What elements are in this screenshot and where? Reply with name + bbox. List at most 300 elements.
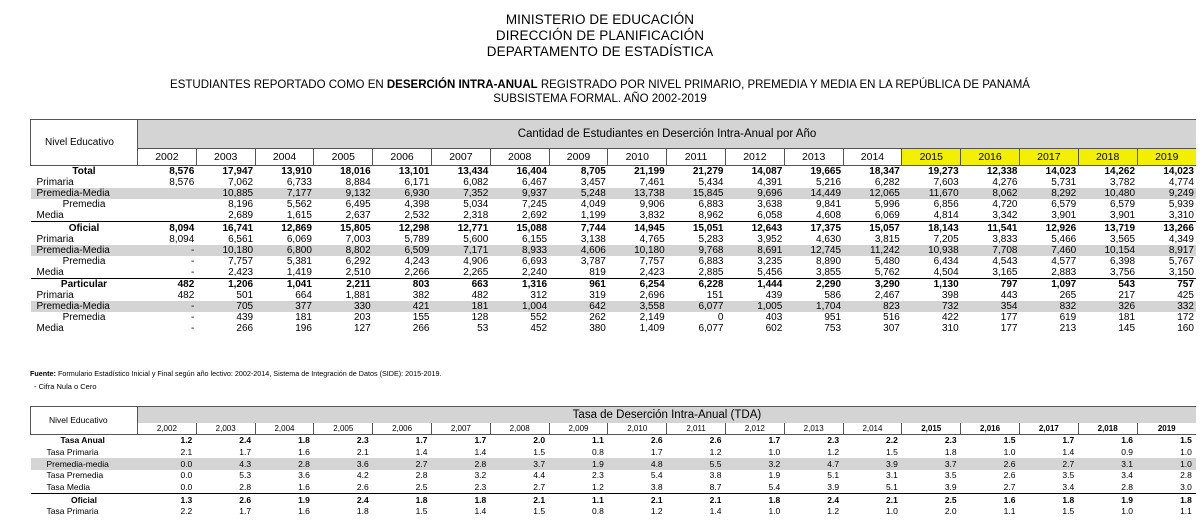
- table2-cell: 3.4: [1121, 470, 1134, 481]
- table1-cell: 6,579: [1110, 199, 1136, 211]
- table1-cell: 177: [1000, 323, 1018, 335]
- table1-cell: 13,719: [1078, 222, 1137, 234]
- table2-cell: 1.4: [709, 506, 722, 517]
- table1-cell: 3,952: [757, 233, 783, 245]
- table1-cell: 2,883: [1051, 266, 1077, 278]
- table1-cell: 13,434: [457, 166, 489, 178]
- table1-cell: 2,532: [404, 210, 430, 222]
- table1-row-label: Primaria: [36, 177, 74, 189]
- table1-cell: 15,845: [667, 188, 726, 199]
- table1-cell: 12,338: [986, 166, 1018, 178]
- table2-cell: 1.4: [1062, 447, 1075, 458]
- table2-year-1: 2,003: [196, 423, 255, 435]
- table2-cell: 2.7: [1003, 482, 1016, 493]
- table1-cell: 203: [354, 312, 371, 324]
- table1-cell: 8,576: [169, 177, 195, 189]
- table2-year-5: 2,007: [431, 423, 490, 435]
- table1-cell: 326: [1078, 301, 1137, 312]
- table2-cell: 1.9: [1078, 494, 1137, 506]
- table1-cell: 6,856: [933, 199, 959, 211]
- table1-year-2006: 2006: [373, 149, 432, 166]
- table2-cell: 2.1: [490, 494, 549, 506]
- table1-cell: 8,890: [816, 255, 842, 267]
- table1-cell: 5,600: [463, 233, 489, 245]
- table1-row-label: Oficial: [31, 222, 138, 234]
- table1-cell: 6,579: [1051, 199, 1077, 211]
- table1-row: [31, 267, 1196, 279]
- table1-cell: [138, 210, 197, 222]
- table2-cell: 1.1: [1180, 506, 1192, 517]
- table1-cell: 310: [941, 323, 959, 335]
- table1-cell: 482: [471, 290, 489, 302]
- table1-cell: 832: [1019, 301, 1078, 312]
- report-title-post: REGISTRADO POR NIVEL PRIMARIO, PREMEDIA Y MEDIA EN LA REPÚBLICA DE PANAMÁ: [537, 79, 1030, 91]
- table2-cell: 2.6: [1003, 470, 1016, 481]
- table1-cell: 12,771: [431, 222, 490, 234]
- table2-header-row: [31, 407, 1196, 424]
- table2-year-15: 2,017: [1019, 423, 1078, 435]
- table1-cell: 4,391: [757, 177, 783, 189]
- table2-row: [31, 435, 1196, 447]
- table1-cell: 213: [1059, 323, 1077, 335]
- table1-cell: 642: [549, 301, 608, 312]
- table1-cell: 5,434: [698, 177, 724, 189]
- table2-row: [31, 470, 1196, 482]
- table2-year-10: 2,012: [725, 423, 784, 435]
- table1-cell: 18,143: [902, 222, 961, 234]
- table1-cell: 6,228: [667, 278, 726, 290]
- table2-cell: 2.8: [239, 482, 252, 493]
- table2-cell: 1.8: [725, 494, 784, 506]
- table2-year-4: 2,006: [373, 423, 432, 435]
- table1-cell: 7,744: [549, 222, 608, 234]
- table1-cell: -: [138, 245, 197, 256]
- table1-cell: 6,282: [874, 177, 900, 189]
- table1-cell: 5,562: [286, 199, 312, 211]
- department-title: DEPARTAMENTO DE ESTADÍSTICA: [486, 44, 714, 59]
- table1-cell: 2,149: [639, 312, 665, 324]
- table2-cell: 3.2: [474, 470, 487, 481]
- table1-cell: 6,058: [757, 210, 783, 222]
- table1-cell: 9,841: [816, 199, 842, 211]
- table1-row: [31, 256, 1196, 267]
- table2-cell: 1.6: [1121, 435, 1134, 446]
- table2-cell: 3.8: [650, 482, 663, 493]
- table1-cell: 8,917: [1137, 245, 1196, 256]
- table2-cell: 1.2: [827, 506, 840, 517]
- table2-cell: 3.6: [314, 458, 373, 470]
- table1-cell: 4,577: [1051, 255, 1077, 267]
- table1-group-header: Cantidad de Estudiantes en Deserción Intra-Anual por Año: [138, 120, 1196, 149]
- table2-cell: 1.7: [474, 435, 487, 446]
- table1-cell: 7,757: [639, 255, 665, 267]
- table1-nivel-header: Nivel Educativo: [31, 120, 138, 166]
- table2-cell: 2.5: [415, 482, 428, 493]
- table1-cell: [138, 199, 197, 210]
- table1-row-label: Primaria: [36, 233, 74, 245]
- table1-cell: 128: [471, 312, 489, 324]
- table2-cell: 3.9: [944, 482, 957, 493]
- table1-cell: 1,004: [490, 301, 549, 312]
- table2-cell: 1.7: [768, 435, 781, 446]
- table2-cell: 1.9: [549, 458, 608, 470]
- dropout-rate-table: [30, 406, 1196, 518]
- table2-cell: 2.4: [784, 494, 843, 506]
- table2-cell: 1.2: [180, 435, 193, 446]
- table1-cell: 619: [1059, 312, 1077, 324]
- table1-cell: 11,242: [843, 245, 902, 256]
- null-value-note: - Cifra Nula o Cero: [34, 382, 97, 391]
- table2-cell: 3.9: [843, 458, 902, 470]
- table1-year-2005: 2005: [314, 149, 373, 166]
- table1-cell: 1,206: [196, 278, 255, 290]
- table1-cell: 398: [941, 290, 959, 302]
- ministry-title: MINISTERIO DE EDUCACIÓN: [505, 12, 695, 27]
- table1-header-row: [31, 120, 1196, 149]
- table1-cell: 2,885: [698, 266, 724, 278]
- table2-cell: 2.2: [886, 435, 898, 446]
- table1-cell: 181: [1118, 312, 1136, 324]
- table2-row-label: Premedia-media: [31, 458, 138, 470]
- table1-cell: 2,467: [874, 290, 900, 302]
- table1-cell: 21,279: [692, 166, 724, 178]
- table2-cell: 1.0: [1137, 458, 1196, 470]
- table2-cell: 2.1: [843, 494, 902, 506]
- table1-cell: 14,449: [784, 188, 843, 199]
- table2-row-label: Tasa Anual: [60, 435, 105, 446]
- table2-cell: 1.6: [298, 482, 310, 493]
- table1-cell: 4,906: [463, 255, 489, 267]
- table2-cell: 3.1: [1078, 458, 1137, 470]
- table1-cell: 3,855: [816, 266, 842, 278]
- table1-cell: 7,003: [345, 233, 371, 245]
- table1-cell: 12,926: [1019, 222, 1078, 234]
- table2-row: [31, 447, 1196, 459]
- table2-cell: 1.8: [1019, 494, 1078, 506]
- table1-cell: 6,800: [255, 245, 314, 256]
- table1-cell: 14,023: [1045, 166, 1077, 178]
- table1-cell: 172: [1177, 312, 1194, 324]
- table1-cell: 4,608: [816, 210, 842, 222]
- table2-cell: 2.5: [902, 494, 961, 506]
- table2-row-label: Oficial: [31, 494, 138, 506]
- table2-year-12: 2,014: [843, 423, 902, 435]
- table2-row-label: Tasa Primaria: [46, 506, 99, 517]
- table1-cell: 13,910: [281, 166, 312, 178]
- table2-cell: 4.8: [608, 458, 667, 470]
- table1-row-label: Particular: [31, 278, 138, 290]
- table1-cell: 602: [765, 323, 783, 335]
- table1-cell: 8,094: [138, 222, 197, 234]
- table1-cell: 7,177: [255, 188, 314, 199]
- table1-cell: 8,094: [169, 233, 195, 245]
- table1-cell: 266: [236, 323, 254, 335]
- table2-cell: 0.0: [180, 470, 193, 481]
- table1-cell: 5,248: [549, 188, 608, 199]
- table1-cell: 53: [477, 323, 489, 335]
- table1-year-2013: 2013: [784, 149, 843, 166]
- table1-cell: 6,733: [286, 177, 312, 189]
- table1-cell: 3,290: [843, 278, 902, 290]
- table1-cell: 7,708: [961, 245, 1020, 256]
- table1-cell: 262: [589, 312, 606, 324]
- table1-row: [31, 290, 1196, 301]
- table1-cell: 332: [1137, 301, 1196, 312]
- table1-cell: 9,768: [667, 245, 726, 256]
- table2-cell: 0.0: [180, 482, 193, 493]
- table1-cell: 330: [314, 301, 373, 312]
- table2-cell: 4.4: [533, 470, 546, 481]
- table1-year-row: [31, 149, 1196, 166]
- table1-cell: 2,689: [228, 210, 254, 222]
- table1-cell: 516: [883, 312, 900, 324]
- table1-cell: 1,041: [255, 278, 314, 290]
- table1-year-2019: 2019: [1137, 149, 1196, 166]
- table1-cell: 7,062: [228, 177, 254, 189]
- table1-cell: 5,034: [463, 199, 489, 211]
- table1-cell: 1,316: [490, 278, 549, 290]
- table1-cell: 422: [941, 312, 959, 324]
- table2-cell: 3.2: [725, 458, 784, 470]
- table1-cell: 15,088: [490, 222, 549, 234]
- table1-cell: 2,692: [522, 210, 548, 222]
- table1-cell: 14,945: [608, 222, 667, 234]
- report-subtitle: SUBSISTEMA FORMAL. AÑO 2002-2019: [493, 93, 707, 105]
- table1-cell: 15,805: [314, 222, 373, 234]
- table1-cell: 151: [706, 290, 724, 302]
- source-note-text: Formulario Estadístico Inicial y Final según año lectivo: 2002-2014, Sistema de Integración de Datos (SIDE): 2015-2019.: [55, 369, 442, 378]
- table2-cell: 1.8: [1137, 494, 1196, 506]
- table2-cell: 1.1: [592, 435, 604, 446]
- table1-cell: 8,705: [580, 166, 606, 178]
- table1-cell: 12,869: [255, 222, 314, 234]
- table1-cell: 6,467: [522, 177, 548, 189]
- table2-cell: 1.7: [239, 506, 252, 517]
- table2-cell: 2.7: [1019, 458, 1078, 470]
- table1-cell: 21,199: [634, 166, 665, 178]
- table1-row-label: Premedia: [62, 312, 106, 324]
- table2-cell: 0.8: [592, 506, 604, 517]
- table1-cell: 803: [373, 278, 432, 290]
- table1-cell: 8,933: [490, 245, 549, 256]
- table1-cell: 3,165: [992, 266, 1018, 278]
- table2-cell: 1.8: [373, 494, 432, 506]
- table1-cell: 319: [589, 290, 606, 302]
- table1-year-2016: 2016: [961, 149, 1020, 166]
- table1-row: [31, 177, 1196, 188]
- table1-cell: 3,832: [639, 210, 665, 222]
- table1-cell: 482: [138, 278, 197, 290]
- table1-cell: 1,419: [286, 266, 312, 278]
- table1-cell: 13,738: [608, 188, 667, 199]
- table2-cell: 1.5: [533, 506, 546, 517]
- table1-row-label: Primaria: [36, 290, 74, 302]
- table1-cell: 10,180: [608, 245, 667, 256]
- table2-cell: 5.1: [827, 470, 840, 481]
- table1-cell: 403: [765, 312, 783, 324]
- table1-cell: 6,171: [404, 177, 430, 189]
- table1-cell: 6,883: [698, 255, 724, 267]
- table2-cell: 2.8: [431, 458, 490, 470]
- table2-cell: 1.7: [1062, 435, 1075, 446]
- table2-year-16: 2,018: [1078, 423, 1137, 435]
- table1-cell: 3,782: [1110, 177, 1136, 189]
- table2-cell: 1.4: [415, 447, 428, 458]
- table1-cell: 382: [412, 290, 430, 302]
- table2-cell: 1.2: [650, 506, 663, 517]
- table1-cell: 196: [295, 323, 312, 335]
- table1-cell: 4,276: [992, 177, 1018, 189]
- table1-cell: 421: [373, 301, 432, 312]
- table2-cell: 1.7: [650, 447, 663, 458]
- table1-cell: 217: [1118, 290, 1136, 302]
- table2-row-label: Tasa Premedia: [46, 470, 104, 481]
- table2-cell: 1.0: [768, 447, 781, 458]
- table2-cell: 0.0: [138, 458, 197, 470]
- table2-row: [31, 482, 1196, 494]
- table2-cell: 3.5: [944, 470, 957, 481]
- table1-cell: 6,398: [1110, 255, 1136, 267]
- table1-cell: 6,509: [373, 245, 432, 256]
- table1-cell: 753: [824, 323, 842, 335]
- table1-cell: 7,603: [933, 177, 959, 189]
- table2-cell: 3.7: [902, 458, 961, 470]
- table1-cell: 3,150: [1168, 266, 1194, 278]
- table1-cell: 14,023: [1163, 166, 1194, 178]
- table2-row-label: Tasa Media: [46, 482, 90, 493]
- table1-cell: 823: [843, 301, 902, 312]
- table1-cell: 732: [902, 301, 961, 312]
- table1-row: [31, 234, 1196, 245]
- table1-year-2014: 2014: [843, 149, 902, 166]
- table1-cell: 961: [549, 278, 608, 290]
- table2-cell: 1.7: [239, 447, 252, 458]
- table2-cell: 1.4: [474, 447, 487, 458]
- table1-row-label: Premedia-Media: [31, 301, 138, 312]
- table1-cell: 265: [1059, 290, 1077, 302]
- table1-cell: 3,815: [874, 233, 900, 245]
- table2-cell: 2.6: [196, 494, 255, 506]
- table2-cell: 1.3: [138, 494, 197, 506]
- table1-year-2012: 2012: [725, 149, 784, 166]
- table1-cell: 439: [236, 312, 254, 324]
- table2-cell: 5.1: [886, 482, 898, 493]
- table1-year-2002: 2002: [138, 149, 197, 166]
- table2-cell: 1.0: [1121, 506, 1134, 517]
- table1-cell: 1,704: [784, 301, 843, 312]
- table1-row: [31, 166, 1196, 178]
- table1-cell: 705: [196, 301, 255, 312]
- table1-cell: 501: [236, 290, 254, 302]
- table2-cell: 1.0: [1180, 447, 1192, 458]
- table2-cell: 1.5: [415, 506, 428, 517]
- table1-cell: 1,130: [902, 278, 961, 290]
- table1-cell: 4,243: [404, 255, 430, 267]
- table2-cell: 1.2: [592, 482, 604, 493]
- table2-cell: 1.5: [1180, 435, 1192, 446]
- table1-cell: 664: [295, 290, 312, 302]
- table1-cell: 4,349: [1168, 233, 1194, 245]
- table2-cell: 1.1: [1003, 506, 1016, 517]
- table1-cell: 7,461: [639, 177, 665, 189]
- table2-cell: 2.8: [255, 458, 314, 470]
- table1-cell: -: [190, 266, 195, 278]
- table1-cell: 5,283: [698, 233, 724, 245]
- table1-cell: 951: [824, 312, 842, 324]
- table1-cell: 1,005: [725, 301, 784, 312]
- table1-cell: -: [190, 323, 195, 335]
- table2-cell: 3.1: [886, 470, 898, 481]
- table1-cell: 5,381: [286, 255, 312, 267]
- table1-cell: 6,292: [345, 255, 371, 267]
- table1-cell: 4,774: [1168, 177, 1194, 189]
- table2-year-2: 2,004: [255, 423, 314, 435]
- table1-cell: 181: [295, 312, 312, 324]
- table1-cell: 9,937: [490, 188, 549, 199]
- table1-cell: 7,171: [431, 245, 490, 256]
- table1-row-label: Media: [36, 266, 64, 278]
- table1-cell: 127: [354, 323, 371, 335]
- table2-year-8: 2,010: [608, 423, 667, 435]
- table1-cell: 12,065: [843, 188, 902, 199]
- table1-cell: 6,069: [286, 233, 312, 245]
- table2-cell: 1.5: [1003, 435, 1016, 446]
- table2-cell: 5.3: [239, 470, 252, 481]
- directorate-title: DIRECCIÓN DE PLANIFICACIÓN: [495, 28, 705, 43]
- table1-cell: 6,561: [228, 233, 254, 245]
- table2-year-11: 2,013: [784, 423, 843, 435]
- table2-cell: 1.8: [431, 494, 490, 506]
- table1-row: [31, 323, 1196, 334]
- table1-cell: 380: [589, 323, 606, 335]
- table1-row-label: Premedia-Media: [31, 188, 138, 199]
- table1-cell: 7,352: [431, 188, 490, 199]
- table1-cell: 14,087: [751, 166, 783, 178]
- table2-cell: 3.8: [709, 470, 722, 481]
- table1-cell: 452: [530, 323, 548, 335]
- table2-cell: 5.5: [667, 458, 726, 470]
- table2-year-14: 2,016: [961, 423, 1020, 435]
- table2-cell: 5.4: [650, 470, 663, 481]
- table1-cell: 757: [1137, 278, 1196, 290]
- table2-cell: 1.9: [768, 470, 781, 481]
- table1-cell: 377: [255, 301, 314, 312]
- table1-cell: 160: [1177, 323, 1194, 335]
- table2-cell: 2.1: [667, 494, 726, 506]
- table1-cell: 6,077: [667, 301, 726, 312]
- table1-cell: 7,460: [1019, 245, 1078, 256]
- table2-cell: 2.4: [314, 494, 373, 506]
- table1-row: [31, 210, 1196, 222]
- table1-cell: 16,404: [516, 166, 548, 178]
- table1-row-label: Premedia-Media: [31, 245, 138, 256]
- table2-cell: 1.9: [255, 494, 314, 506]
- table1-cell: 181: [431, 301, 490, 312]
- table2-cell: 1.4: [474, 506, 487, 517]
- table2-cell: 2.3: [356, 435, 369, 446]
- table1-cell: 1,097: [1019, 278, 1078, 290]
- table1-cell: 2,637: [345, 210, 371, 222]
- table1-cell: 2,266: [404, 266, 430, 278]
- table1-cell: -: [190, 312, 195, 324]
- table1-cell: 2,696: [639, 290, 665, 302]
- table1-cell: 2,211: [314, 278, 373, 290]
- table2-cell: 2.6: [356, 482, 369, 493]
- table2-cell: 1.5: [533, 447, 546, 458]
- table1-cell: 18,347: [869, 166, 900, 178]
- table2-cell: 2.6: [650, 435, 663, 446]
- table2-cell: 1.7: [415, 435, 428, 446]
